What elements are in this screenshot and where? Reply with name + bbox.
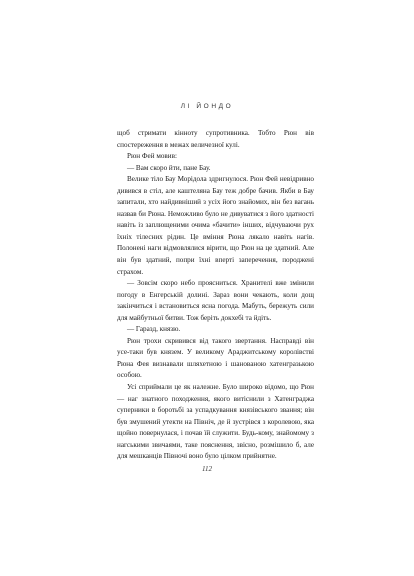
paragraph: Рюн Фей мовив: <box>127 152 177 161</box>
body-text <box>117 128 314 463</box>
dialogue-line: — Зовсім скоро небо проясниться. Хранителі вже змінили погоду в Енгерській долині. Зараз вони чекають, коли дощ закінчиться і встановиться ясна погода. Мабуть, бережуть сили для майбутньої битви. Тож беріть докхебі та йдіть. <box>117 279 314 322</box>
running-head: ЛІ ЙОНДО <box>180 103 234 110</box>
dialogue-line: — Вам скоро йти, пане Бау. <box>127 163 211 172</box>
paragraph: Усі сприймали це як належне. Було широко відомо, що Рюн — наг знатного походження, якого витіснили з Хатенграджа суперники в боротьбі за успадкування князівського звання; він був змушений утекти на Північ, де й зустрівся з королевою, яка щойно повернулася, і почав їй служити. Будь-кому, знайомому з нагськими звичаями, таке пояснення, звісно, розмішило б, але для мешканців Півночі воно було цілком прийнятне. <box>117 383 314 461</box>
paragraph-continuation: щоб стримати кінноту супротивника. Тобто Рюн вів спостереження в межах величезної кулі. <box>117 129 314 149</box>
paragraph: Рюн трохи скривився від такого звертання. Насправді він усе-таки був князем. У великому Араджитському королівстві Рюна Фея визнавали шляхетною і шанованою хатенгразькою особою. <box>117 336 314 380</box>
paragraph: Велике тіло Бау Морідола здригнулося. Рюн Фей невідривно дивився в стіл, але каштеляна Бау теж добре бачив. Якби в Бау запитали, хто найдивніший з усіх його знайомих, він без вагань назвав би Рюна. Неможливо було не дивуватися з його здатності навіть із заплющеними очима «бачити» інших, відчуваючи рух їхніх тілесних рідин. Це вміння Рюна лякало навіть нагів. Полонені наги відмовлялися вірити, що Рюн на це здатний. Але він був здатний, попри їхні вперті заперечення, породжені страхом. <box>117 175 314 276</box>
dialogue-line: — Гаразд, князю. <box>127 325 181 334</box>
page-number: 112 <box>202 465 212 473</box>
